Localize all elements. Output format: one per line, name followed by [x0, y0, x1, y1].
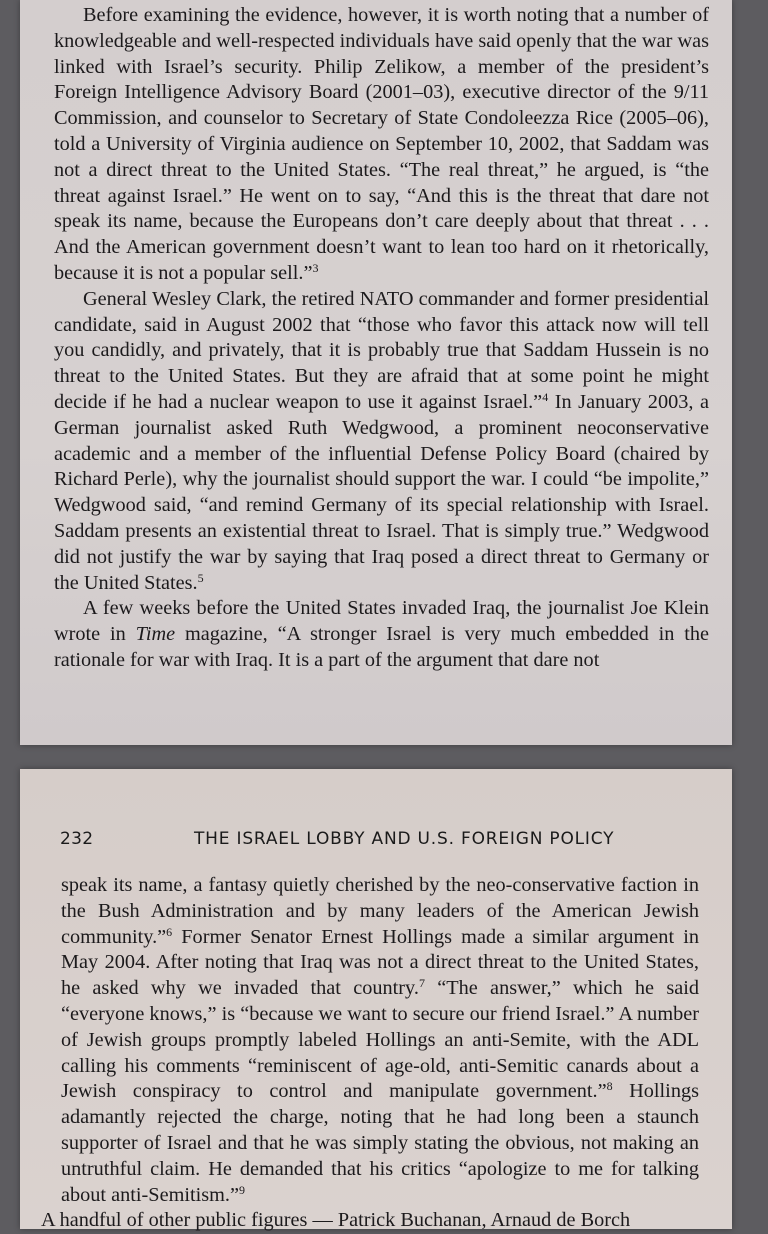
paragraph [54, 596, 709, 673]
paragraph [54, 287, 709, 597]
book-page-bottom [20, 769, 732, 1229]
footnote-marker: 9 [239, 1182, 245, 1197]
text-run: Before examining the evidence, however, it is worth noting that a number of knowledgeable and well-respected individuals have said openly that the war was linked with Israel’s security. Philip Zelikow, a member of the president’s Foreign Intelligence Advisory Board (2001–03), executive director of the 9/11 Commission, and counselor to Secretary of State Condoleezza Rice (2005–06), told a University of Virginia audience on September 10, 2002, that Saddam was not a direct threat to the United States. “The real threat,” he argued, is “the threat against Israel.” He went on to say, “And this is the threat that dare not speak its name, because the Europeans don’t care deeply about that threat . . . And the American government doesn’t want to lean too hard on it rhetorically, because it is not a popular sell.” [54, 4, 709, 284]
paragraph [54, 3, 709, 287]
page-header [60, 829, 710, 855]
footnote-marker: 5 [197, 570, 204, 585]
page-number: 232 [60, 829, 94, 849]
footnote-marker: 4 [542, 389, 549, 404]
italic-text: Time [135, 623, 176, 646]
text-run: A few weeks before the United States invaded Iraq, the journalist Joe Klein wrote in [54, 597, 709, 646]
text-run: “The answer,” which he said “everyone knows,” is “because we want to secure our friend Israel.” A number of Jewish groups promptly labeled Hollings an anti-Semite, with the ADL calling his comments “reminiscent of age-old, anti-Semitic canards about a Jewish conspiracy to control and manipulate government.” [61, 977, 699, 1103]
footnote-marker: 6 [166, 924, 173, 939]
text-run: Former Senator Ernest Hollings made a similar argument in May 2004. After noting that Iraq was not a direct threat to the United States, he asked why we invaded that country. [61, 925, 699, 1000]
footnote-marker: 8 [606, 1079, 613, 1094]
footnote-marker: 7 [418, 976, 425, 991]
page-text-bottom [61, 873, 699, 1208]
running-head: THE ISRAEL LOBBY AND U.S. FOREIGN POLICY [194, 829, 615, 849]
page-text-top [54, 3, 709, 674]
text-run: magazine, “A stronger Israel is very much embedded in the rationale for war with Iraq. It is a part of the argument that dare not [54, 623, 709, 671]
text-run: speak its name, a fantasy quietly cherished by the neo-conservative faction in the Bush Administration and by many leaders of the American Jewish community.” [61, 874, 699, 948]
paragraph [61, 873, 699, 1208]
text-run: In January 2003, a German journalist asked Ruth Wedgwood, a prominent neoconservative academic and a member of the influential Defense Policy Board (chaired by Richard Perle), why the journalist should support the war. I could “be impolite,” Wedgwood said, “and remind Germany of its special relationship with Israel. Saddam presents an existential threat to Israel. That is simply true.” Wedgwood did not justify the war by saying that Iraq posed a direct threat to Germany or the United States. [54, 390, 709, 594]
footnote-marker: 3 [312, 260, 319, 275]
text-run: General Wesley Clark, the retired NATO commander and former presidential candidate, said in August 2002 that “those who favor this attack now will tell you candidly, and privately, that it is probably true that Saddam Hussein is no threat to the United States. But they are afraid that at some point he might decide if he had a nuclear weapon to use it against Israel.” [54, 287, 709, 413]
text-run: Hollings adamantly rejected the charge, noting that he had long been a staunch supporter of Israel and that he was simply stating the obvious, not making an untruthful claim. He demanded that his critics “apologize to me for talking about anti-Semitism.” [61, 1080, 699, 1206]
clipped-text-line: A handful of other public figures — Patrick Buchanan, Arnaud de Borch [41, 1209, 631, 1231]
book-page-top [20, 0, 732, 745]
